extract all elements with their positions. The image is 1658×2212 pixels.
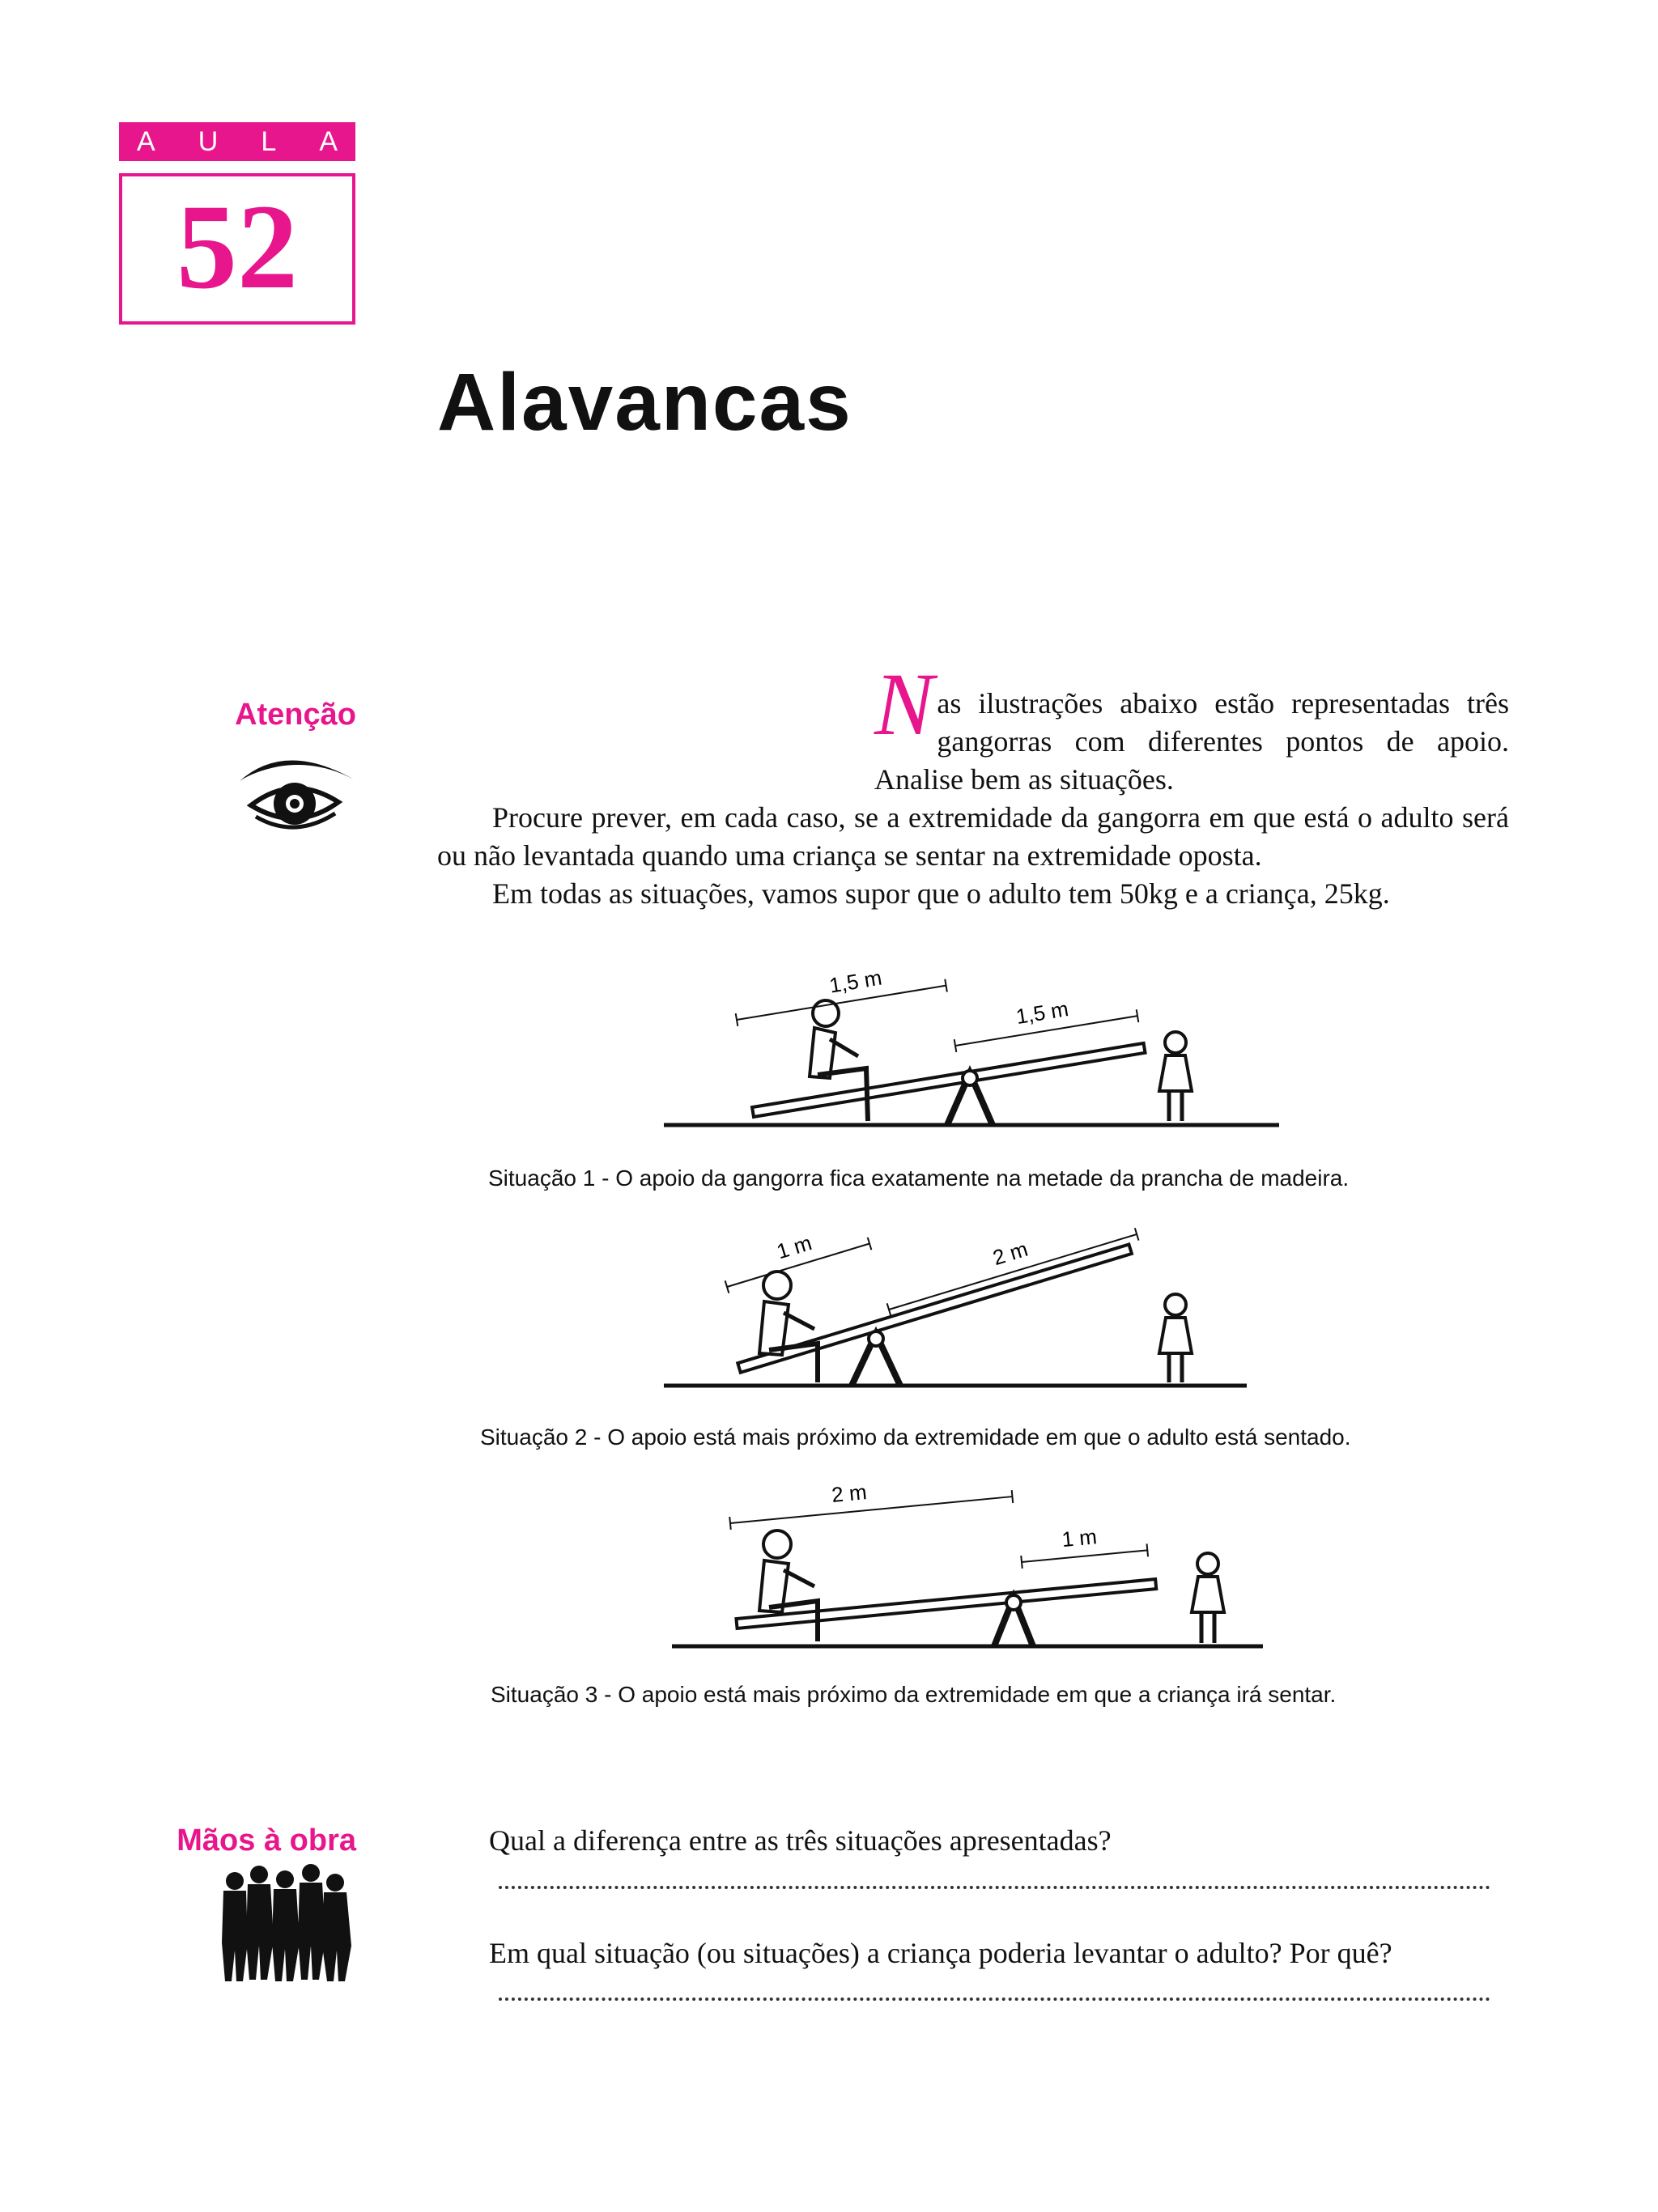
distance-right-label: 2 m xyxy=(989,1236,1031,1271)
child-figure xyxy=(1159,1032,1192,1121)
distance-right-label: 1,5 m xyxy=(1014,996,1070,1030)
seesaw-diagram-1 xyxy=(664,955,1312,1145)
eye-icon xyxy=(236,749,358,842)
seesaw-diagram-3 xyxy=(672,1473,1320,1663)
aula-letter: A xyxy=(137,125,155,157)
intro-text xyxy=(437,655,1509,913)
caption-situation-3: Situação 3 - O apoio está mais próximo da extremidade em que a criança irá sentar. xyxy=(491,1682,1337,1707)
aula-letter: L xyxy=(261,125,277,157)
lesson-number: 52 xyxy=(176,179,298,314)
aula-band xyxy=(119,122,355,161)
distance-right-label: 1 m xyxy=(1061,1524,1099,1552)
page-title: Alavancas xyxy=(437,357,852,448)
intro-paragraph-3: Em todas as situações, vamos supor que o adulto tem 50kg e a criança, 25kg. xyxy=(492,877,1390,910)
seesaw-diagram-2 xyxy=(664,1214,1312,1404)
caption-situation-2: Situação 2 - O apoio está mais próximo da extremidade em que o adulto está sentado. xyxy=(480,1424,1351,1450)
question-2: Em qual situação (ou situações) a criança poderia levantar o adulto? Por quê? xyxy=(489,1937,1392,1969)
aula-letter: A xyxy=(319,125,338,157)
distance-left-label: 2 m xyxy=(830,1480,868,1507)
distance-left-label: 1 m xyxy=(773,1230,815,1264)
attention-label: Atenção xyxy=(235,698,356,732)
child-figure xyxy=(1159,1294,1192,1382)
drop-cap: N xyxy=(874,655,934,754)
question-1: Qual a diferença entre as três situações apresentadas? xyxy=(489,1824,1112,1857)
caption-situation-1: Situação 1 - O apoio da gangorra fica exatamente na metade da prancha de madeira. xyxy=(488,1165,1350,1191)
lesson-number-box xyxy=(119,173,355,325)
answer-line-2[interactable] xyxy=(499,1998,1490,2001)
child-figure xyxy=(1192,1553,1224,1643)
distance-left-label: 1,5 m xyxy=(827,965,884,998)
intro-paragraph-1: as ilustrações abaixo estão representadas três gangorras com diferentes pontos de apoio. Analise bem as situações. xyxy=(874,687,1509,796)
hands-on-label: Mãos à obra xyxy=(176,1824,356,1857)
aula-letter: U xyxy=(198,125,219,157)
people-group-icon xyxy=(217,1862,356,1983)
answer-line-1[interactable] xyxy=(499,1886,1490,1889)
intro-paragraph-2: Procure prever, em cada caso, se a extremidade da gangorra em que está o adulto será ou não levantada quando uma criança se sentar na extremidade oposta. xyxy=(437,801,1509,872)
